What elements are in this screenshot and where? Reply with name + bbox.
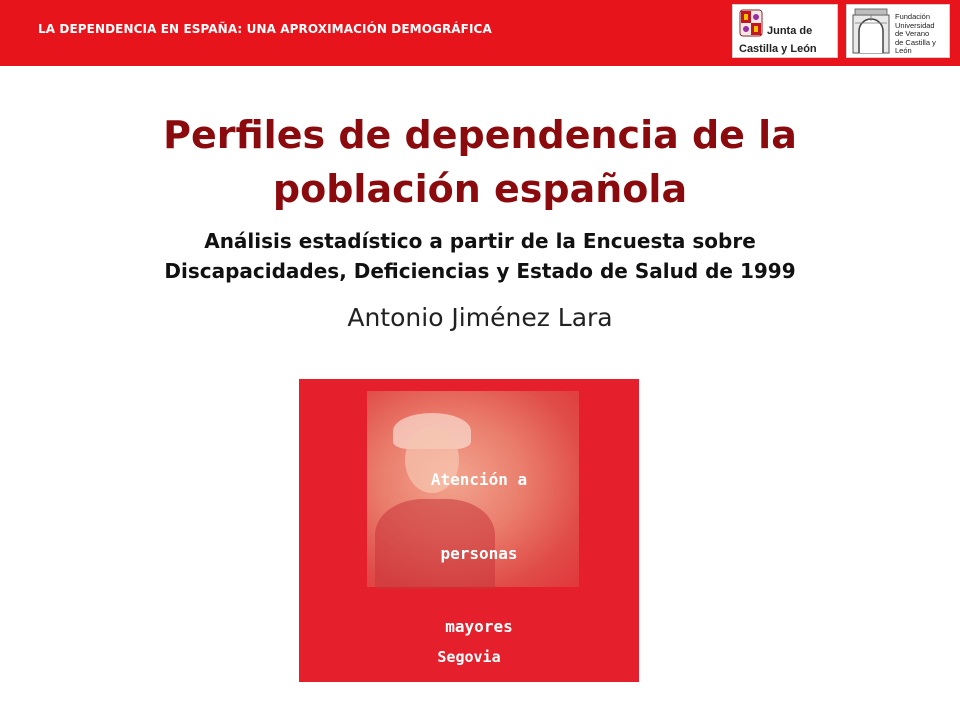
subtitle-line-2: Discapacidades, Deficiencias y Estado de Salud de 1999: [164, 259, 796, 283]
fundacion-universidad-logo: [846, 4, 950, 58]
poster-event-details: [299, 605, 639, 682]
logo-fundacion-line2: Universidad: [895, 20, 935, 30]
poster-headline-line: mayores: [445, 617, 513, 636]
poster-headline-line: Atención a: [430, 470, 528, 489]
subtitle: [0, 226, 960, 286]
title-line-2: población española: [272, 167, 688, 211]
author-name: Antonio Jiménez Lara: [347, 303, 613, 332]
poster-place: Segovia: [437, 648, 501, 666]
logo-jcyl-line1: Junta de: [767, 25, 813, 37]
junta-castilla-leon-logo: [732, 4, 838, 58]
header-bar: [0, 0, 960, 66]
header-title: LA DEPENDENCIA EN ESPAÑA: UNA APROXIMACIÓN DEMOGRÁFICA: [38, 22, 492, 36]
arch-monument-icon: [851, 7, 891, 55]
poster-headline-line: personas: [440, 543, 518, 563]
event-poster-image: [299, 379, 639, 682]
logo-fundacion-text: [895, 13, 949, 56]
coat-of-arms-icon: [739, 9, 763, 39]
subtitle-line-1: Análisis estadístico a partir de la Encuesta sobre: [204, 229, 756, 253]
logo-fundacion-line3: de Verano: [895, 29, 930, 38]
page-title: [0, 108, 960, 216]
title-line-1: Perfiles de dependencia de la: [163, 113, 797, 157]
logo-fundacion-line1: Fundación: [895, 12, 931, 21]
logo-jcyl-line2: Castilla y León: [739, 43, 817, 55]
logo-fundacion-line4: de Castilla y León: [895, 37, 936, 55]
